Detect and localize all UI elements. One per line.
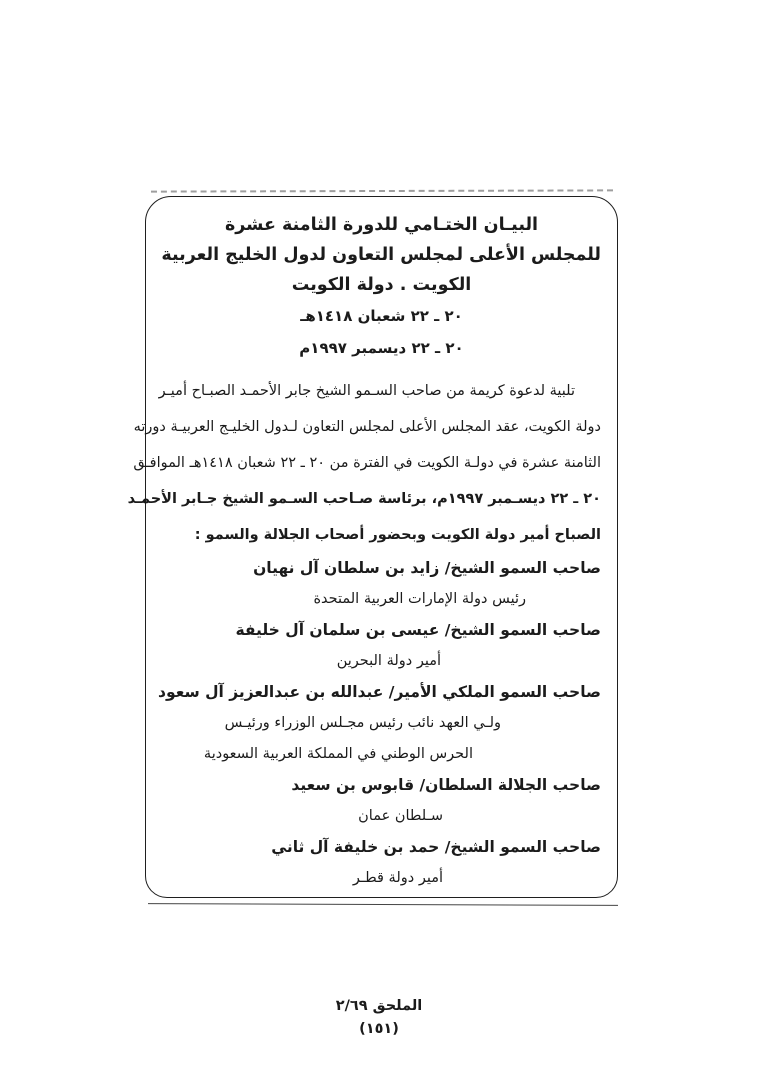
gregorian-date-line: ٢٠ ـ ٢٢ ديسمبر ١٩٩٧م (299, 339, 464, 357)
document-frame (127, 196, 618, 898)
paragraph-line: دولة الكويت، عقد المجلس الأعلى لمجلس التعاون لـدول الخليـج العربيـة دورته (133, 419, 601, 435)
attendee-saudi-arabia (158, 677, 601, 770)
attendee-role: أمير دولة البحرين (336, 653, 441, 669)
paragraph-line: الثامنة عشرة في دولـة الكويت في الفترة من ٢٠ ـ ٢٢ شعبان ١٤١٨هـ الموافـق (133, 455, 601, 471)
attendee-role: الحرس الوطني في المملكة العربية السعودية (203, 746, 473, 762)
attendee-uae (162, 553, 601, 615)
attendee-name: صاحب السمو الشيخ/ عيسى بن سلمان آل خليفة (235, 621, 601, 639)
attendee-role: رئيس دولة الإمارات العربية المتحدة (313, 591, 526, 607)
attendee-role: أمير دولة قطـر (352, 870, 443, 886)
attendee-name: صاحب الجلالة السلطان/ قابوس بن سعيد (291, 776, 601, 794)
attendee-bahrain (162, 615, 601, 677)
paragraph-line: الصباح أمير دولة الكويت وبحضور أصحاب الجلالة والسمو : (194, 527, 601, 543)
attendee-name: صاحب السمو الشيخ/ زايد بن سلطان آل نهيان (253, 559, 601, 577)
opening-paragraph (127, 373, 601, 553)
paragraph-line: تلبية لدعوة كريمة من صاحب السـمو الشيخ جابر الأحمـد الصبـاح أميـر (158, 383, 575, 399)
annex-label: الملحق ٢/٦٩ (335, 998, 423, 1014)
document-title-line-3: الكويت . دولة الكويت (291, 275, 472, 295)
paragraph-line: ٢٠ ـ ٢٢ ديسـمبر ١٩٩٧م، برئاسة صـاحب السـمو الشيخ جـابر الأحمـد (127, 491, 601, 507)
title-block (162, 210, 601, 364)
attendee-qatar (162, 832, 601, 894)
scan-artifact-top-dashes (151, 189, 613, 192)
scan-artifact-bottom-line (148, 903, 618, 906)
hijri-date-line: ٢٠ ـ ٢٢ شعبان ١٤١٨هـ (300, 307, 463, 325)
document-title-line-2: للمجلس الأعلى لمجلس التعاون لدول الخليج العربية (161, 245, 601, 265)
attendee-role: سـلطان عمان (358, 808, 443, 824)
document-title-line-1: البيـان الختـامي للدورة الثامنة عشرة (224, 215, 539, 235)
page-number: (١٥١) (359, 1021, 399, 1037)
attendee-name: صاحب السمو الملكي الأمير/ عبدالله بن عبدالعزيز آل سعود (158, 683, 601, 701)
attendee-role: ولـي العهد نائب رئيس مجـلس الوزراء ورئيـس (224, 715, 501, 731)
page-footer (0, 996, 758, 1041)
attendee-name: صاحب السمو الشيخ/ حمد بن خليفة آل ثاني (271, 838, 601, 856)
attendee-oman (162, 770, 601, 832)
attendees-list (158, 553, 601, 894)
